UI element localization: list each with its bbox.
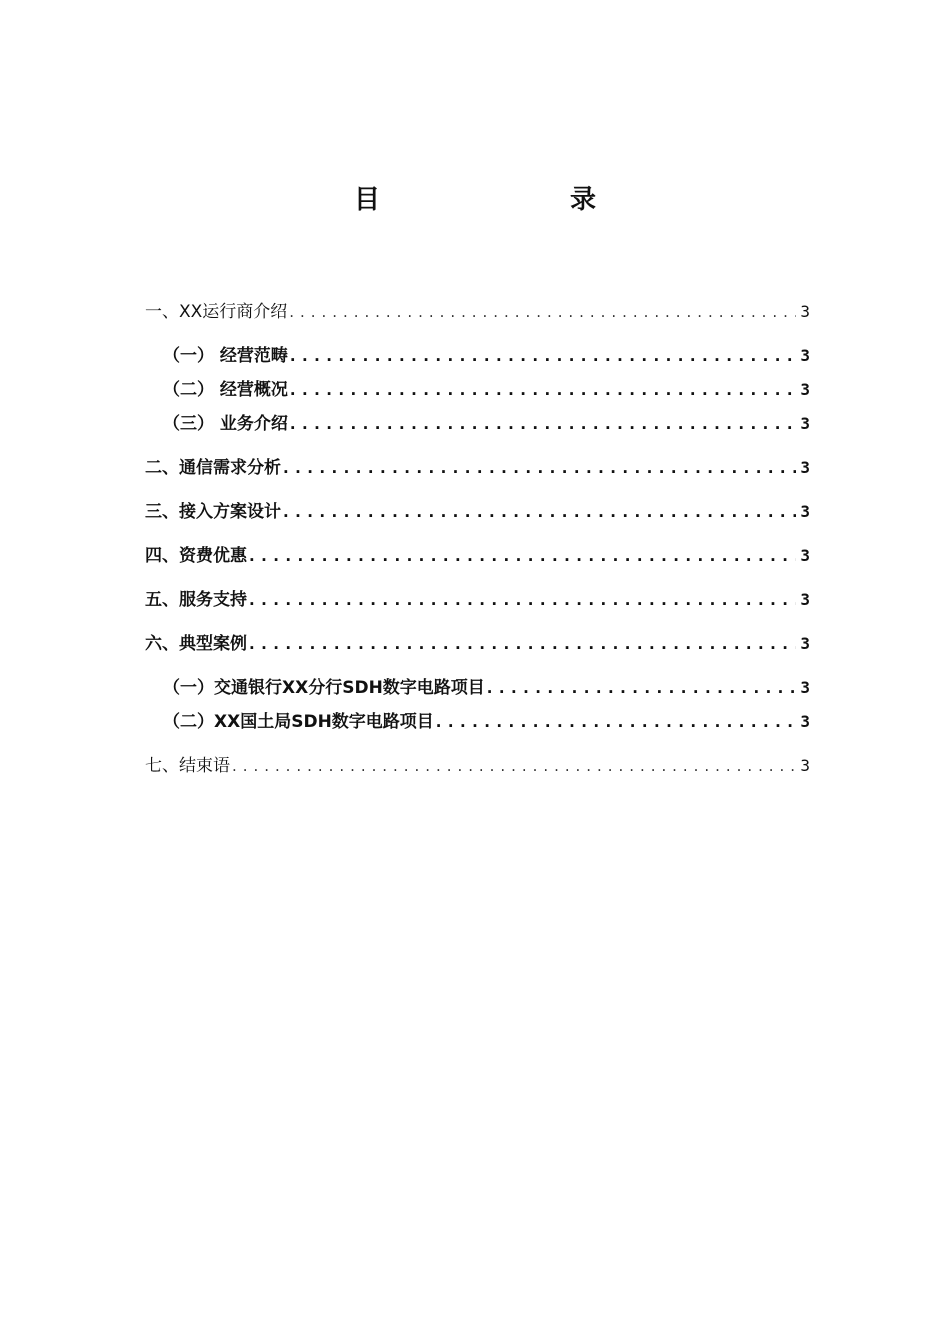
toc-page-number: 3 xyxy=(800,502,810,521)
toc-leader-dots xyxy=(487,676,797,700)
toc-entry-6-1[interactable] xyxy=(163,670,810,700)
toc-leader-dots xyxy=(249,588,796,612)
toc-entry-7[interactable] xyxy=(145,748,810,778)
toc-entry-5[interactable] xyxy=(145,582,810,612)
toc-leader-dots xyxy=(249,632,796,656)
toc-entry-text: 五、服务支持 xyxy=(145,590,247,610)
toc-entry-1[interactable] xyxy=(145,294,810,324)
toc-leader-dots xyxy=(283,456,796,480)
toc-entry-text: （三） 业务介绍 xyxy=(163,414,288,434)
toc-entry-text: 三、接入方案设计 xyxy=(145,502,281,522)
toc-entry-text: （一） 经营范畴 xyxy=(163,346,288,366)
toc-page-number: 3 xyxy=(800,590,810,609)
toc-entry-text: 六、典型案例 xyxy=(145,634,247,654)
toc-entry-text: 七、结束语 xyxy=(145,756,230,776)
toc-entry-6[interactable] xyxy=(145,626,810,656)
toc-page-number: 3 xyxy=(800,678,810,697)
toc-leader-dots xyxy=(289,300,796,324)
toc-entry-text: （二） 经营概况 xyxy=(163,380,288,400)
toc-page-number: 3 xyxy=(800,302,810,321)
toc-page-number: 3 xyxy=(800,380,810,399)
toc-leader-dots xyxy=(290,344,796,368)
toc-entry-1-3[interactable] xyxy=(163,406,810,436)
toc-entry-text: 四、资费优惠 xyxy=(145,546,247,566)
toc-page-number: 3 xyxy=(800,458,810,477)
toc-leader-dots xyxy=(290,412,796,436)
toc-entry-4[interactable] xyxy=(145,538,810,568)
toc-page-number: 3 xyxy=(800,346,810,365)
toc-entry-1-1[interactable] xyxy=(163,338,810,368)
toc-entry-text: （二）XX国土局SDH数字电路项目 xyxy=(163,712,434,732)
toc-entry-text: 一、XX运行商介绍 xyxy=(145,302,288,322)
toc-leader-dots xyxy=(249,544,796,568)
toc-entry-3[interactable] xyxy=(145,494,810,524)
toc-leader-dots xyxy=(290,378,796,402)
toc-entry-text: 二、通信需求分析 xyxy=(145,458,281,478)
toc-page-number: 3 xyxy=(800,546,810,565)
toc-page-number: 3 xyxy=(800,712,810,731)
toc-leader-dots xyxy=(283,500,796,524)
toc-entry-1-2[interactable] xyxy=(163,372,810,402)
toc-leader-dots xyxy=(436,710,797,734)
toc-entry-text: （一）交通银行XX分行SDH数字电路项目 xyxy=(163,678,485,698)
toc-entry-2[interactable] xyxy=(145,450,810,480)
toc-entry-6-2[interactable] xyxy=(163,704,810,734)
toc-leader-dots xyxy=(232,754,796,778)
toc-page-number: 3 xyxy=(800,634,810,653)
toc-page-number: 3 xyxy=(800,414,810,433)
toc-page-number: 3 xyxy=(800,756,810,775)
toc-title: 目 录 xyxy=(353,185,642,215)
